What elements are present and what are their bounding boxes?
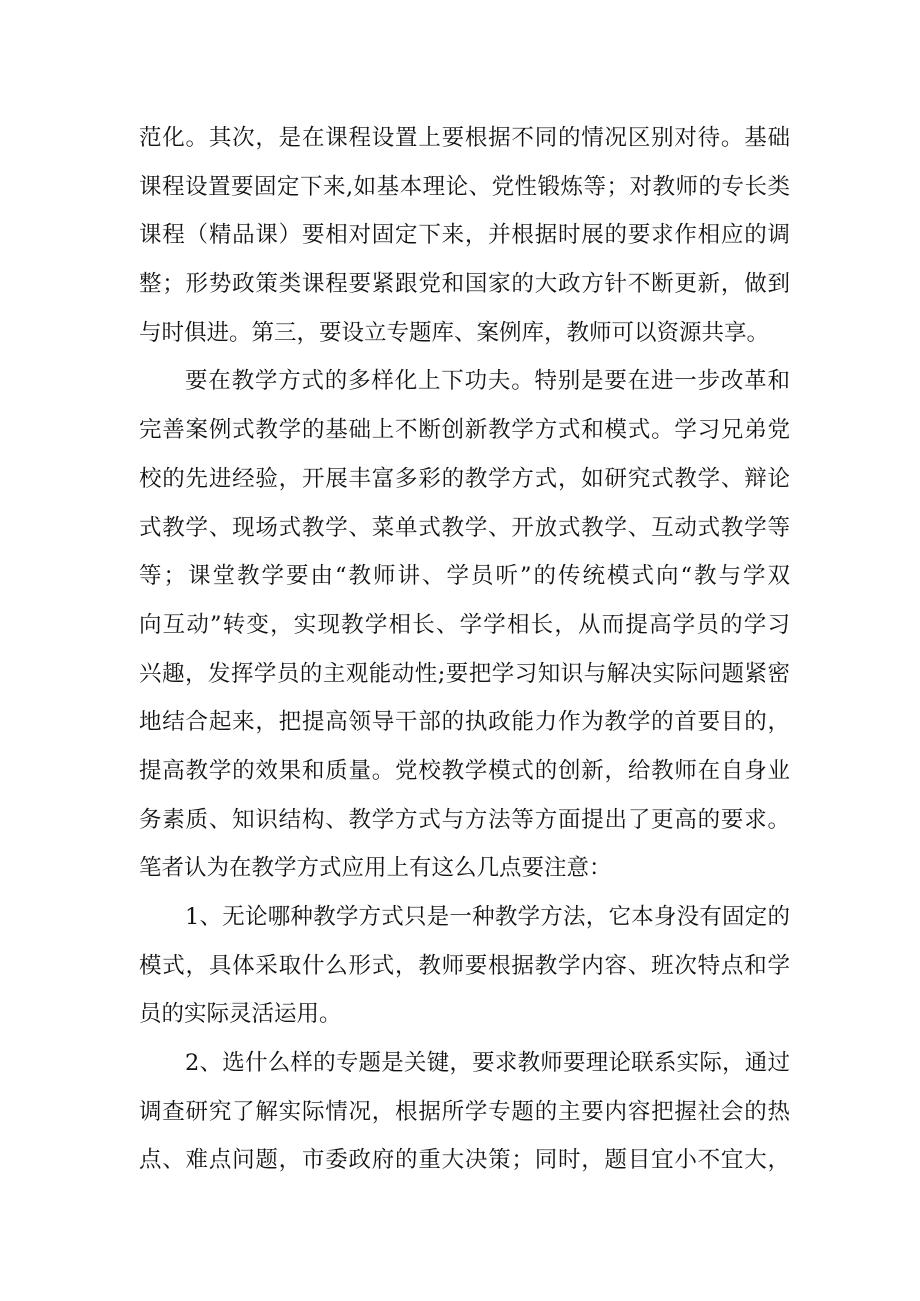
text-line: 务素质、知识结构、教学方式与方法等方面提出了更高的要求。 (139, 806, 790, 833)
text-line: 兴趣，发挥学员的主观能动性;要把学习知识与解决实际问题紧密 (139, 660, 790, 687)
text-line: 与时俱进。第三，要设立专题库、案例库，教师可以资源共享。 (139, 319, 770, 346)
text-line: 提高教学的效果和质量。党校教学模式的创新，给教师在自身业 (139, 757, 790, 784)
text-line: 向互动”转变，实现教学相长、学学相长，从而提高学员的学习 (139, 611, 790, 638)
text-line: 范化。其次，是在课程设置上要根据不同的情况区别对待。基础 (139, 125, 790, 151)
text-line: 调查研究了解实际情况，根据所学专题的主要内容把握社会的热 (139, 1098, 790, 1125)
text-line: 点、难点问题，市委政府的重大决策；同时，题目宜小不宜大， (139, 1147, 790, 1174)
text-line: 笔者认为在教学方式应用上有这么几点要注意： (139, 855, 612, 882)
text-line: 2、选什么样的专题是关键，要求教师要理论联系实际，通过 (185, 1050, 790, 1077)
text-line: 完善案例式教学的基础上不断创新教学方式和模式。学习兄弟党 (139, 417, 790, 444)
text-line: 地结合起来，把提高领导干部的执政能力作为教学的首要目的， (139, 709, 790, 736)
text-line: 式教学、现场式教学、菜单式教学、开放式教学、互动式教学等 (139, 514, 790, 541)
text-line: 等；课堂教学要由“教师讲、学员听”的传统模式向“教与学双 (139, 563, 790, 590)
text-line: 模式，具体采取什么形式，教师要根据教学内容、班次特点和学 (139, 952, 790, 979)
text-line: 课程（精品课）要相对固定下来，并根据时展的要求作相应的调 (139, 222, 790, 249)
text-line: 课程设置要固定下来,如基本理论、党性锻炼等；对教师的专长类 (139, 173, 790, 200)
text-line: 要在教学方式的多样化上下功夫。特别是要在进一步改革和 (185, 368, 790, 395)
text-line: 员的实际灵活运用。 (139, 1001, 342, 1028)
text-line: 整；形势政策类课程要紧跟党和国家的大政方针不断更新，做到 (139, 271, 790, 298)
text-line: 1、无论哪种教学方式只是一种教学方法，它本身没有固定的 (185, 904, 790, 930)
text-line: 校的先进经验，开展丰富多彩的教学方式，如研究式教学、辩论 (139, 465, 790, 492)
